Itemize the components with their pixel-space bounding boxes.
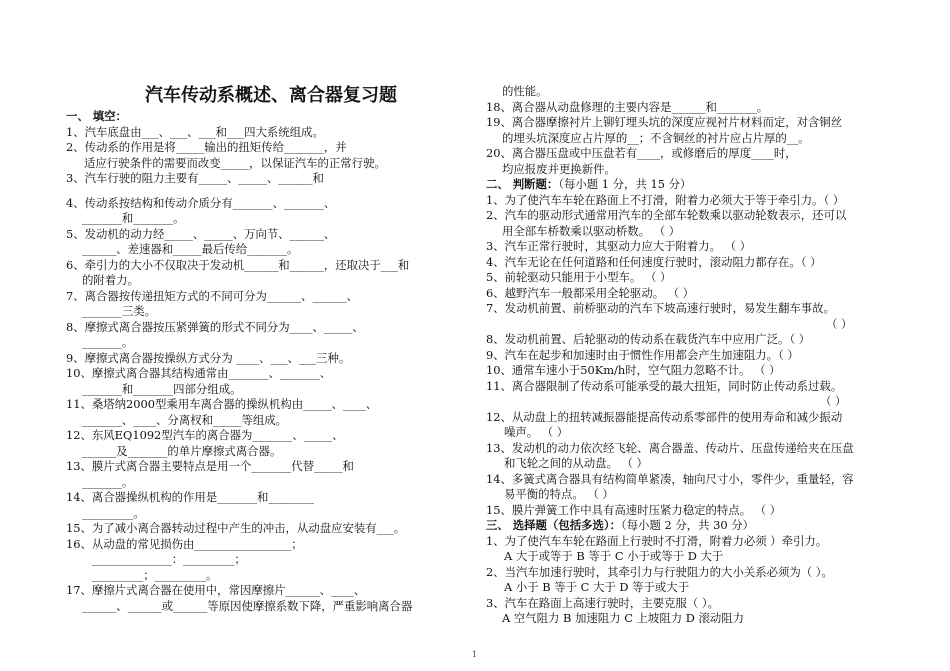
- question-line: 用全部车桥数乘以驱动桥数。 （ ）: [502, 223, 681, 238]
- question-line: 的性能。: [502, 84, 548, 98]
- question-line: 11、离合器限制了传动系可能承受的最大扭矩，同时防止传动系过载。: [486, 378, 843, 393]
- question-line: 4、汽车无论在任何道路和任何速度行驶时，滚动阻力都存在。（ ）: [486, 254, 822, 269]
- choice-options: A 大于或等于 B 等于 C 小于或等于 D 大于: [504, 549, 724, 563]
- section-label: 三、 选择题（包括多选）：: [486, 518, 621, 532]
- question-line: 2、汽车的驱动形式通常用汽车的全部车轮数乘以驱动轮数表示，还可以: [486, 208, 847, 222]
- question-line: 17、摩擦片式离合器在使用中，常因摩擦片______、____、: [66, 583, 366, 597]
- answer-bracket: （ ）: [826, 316, 853, 331]
- question-line: ______、______或______等原因使摩擦系数下降，严重影响离合器: [82, 598, 413, 613]
- question-line: 9、摩擦式离合器按操纵方式分为 ____、___、___三种。: [66, 350, 351, 365]
- question-line: 2、当汽车加速行驶时，其牵引力与行驶阻力的大小关系必须为（ ）。: [486, 564, 833, 579]
- question-line: 5、发动机的动力经_____、_____、万向节、______、: [66, 226, 336, 241]
- question-line: 均应报废并更换新件。: [502, 161, 616, 176]
- question-line: 11、桑塔纳2000型乘用车离合器的操纵机构由_____、____、: [66, 397, 378, 411]
- question-line: _______和_______。: [82, 211, 185, 225]
- question-line: 15、为了减小离合器转动过程中产生的冲击，从动盘应安装有___。: [66, 521, 406, 535]
- question-line: 1、汽车底盘由___、___、___和___四大系统组成。: [66, 124, 324, 139]
- question-line: _______。: [82, 474, 134, 489]
- question-line: 4、传动系按结构和传动介质分有_______、_______、: [66, 195, 336, 210]
- question-line: ______________：_________；: [92, 552, 246, 566]
- section-note: （每小题 2 分，共 30 分）: [620, 518, 755, 532]
- question-line: _________；_________。: [92, 567, 218, 582]
- section-heading-true-false: [486, 177, 886, 193]
- section-heading-multiple-choice: [486, 518, 886, 534]
- section-note: （每小题 1 分，共 15 分）: [558, 177, 692, 191]
- question-line: 7、发动机前置、前桥驱动的汽车下坡高速行驶时，易发生翻车事故。: [486, 301, 835, 315]
- question-line: 9、汽车在起步和加速时由于惯性作用都会产生加速阻力。（ ）: [486, 347, 799, 362]
- question-line: 12、从动盘上的扭转减振器能提高传动系零部件的使用寿命和减少振动: [486, 409, 843, 424]
- question-line: 8、发动机前置、后轮驱动的传动系在载货汽车中应用广泛。（ ）: [486, 332, 811, 346]
- question-line: 13、发动机的动力依次经飞轮、离合器盖、传动片、压盘传递给夹在压盘: [486, 440, 854, 455]
- question-line: _______和_______四部分组成。: [82, 381, 242, 396]
- question-line: 1、为了使汽车车轮在路面上不打滑，附着力必须大于等于牵引力。（ ）: [486, 192, 845, 207]
- question-line: 13、膜片式离合器主要特点是用一个_______代替_____和: [66, 459, 354, 473]
- question-line: _______、____、分离杈和_____等组成。: [82, 412, 288, 427]
- question-line: 6、牵引力的大小不仅取决于发动机______和______，还取决于___和: [66, 257, 410, 272]
- choice-options: A 小于 B 等于 C 大于 D 等于或大于: [504, 580, 690, 594]
- question-line: 易平衡的特点。 （ ）: [504, 487, 614, 501]
- question-line: 5、前轮驱动只能用于小型车。 （ ）: [486, 270, 672, 284]
- question-line: _______三类。: [82, 304, 157, 318]
- question-line: 的附着力。: [82, 273, 139, 287]
- question-line: _________。: [82, 505, 145, 520]
- question-line: 2、传动系的作用是将_____输出的扭矩传给_______，并: [66, 140, 347, 154]
- choice-options: A 空气阻力 B 加速阻力 C 上坡阻力 D 滚动阻力: [502, 611, 745, 625]
- section-label: 二、 判断题：: [486, 177, 559, 191]
- question-line: 10、摩擦式离合器其结构通常由_______、_______、: [66, 366, 332, 380]
- question-line: 18、离合器从动盘修理的主要内容是______和_______。: [486, 99, 769, 114]
- question-line: 15、膜片弹簧工作中具有高速时压紧力稳定的特点。 （ ）: [486, 502, 782, 517]
- question-line: 7、离合器按传递扭矩方式的不同可分为______、______、: [66, 288, 359, 303]
- left-column: [66, 84, 476, 614]
- question-line: 19、离合器摩擦衬片上铆钉埋头坑的深度应视衬片材料而定，对含铜丝: [486, 115, 843, 129]
- section-heading-fill-blank: 一、 填空：: [66, 109, 127, 123]
- question-line: ______及_______的单片摩擦式离合器。: [82, 443, 282, 458]
- question-line: 6、越野汽车一般都采用全轮驱动。 （ ）: [486, 285, 695, 300]
- question-line: 8、摩擦式离合器按压紧弹簧的形式不同分为____、_____、: [66, 319, 364, 334]
- question-line: 3、汽车在路面上高速行驶时，主要克服（ ）。: [486, 595, 719, 610]
- question-line: 和飞轮之间的从动盘。 （ ）: [504, 456, 648, 470]
- question-line: 1、为了使汽车车轮在路面上行驶时不打滑，附着力必须 ）牵引力。: [486, 533, 828, 548]
- question-line: _______。: [82, 335, 134, 349]
- question-line: 20、离合器压盘或中压盘若有____，或修磨后的厚度____时，: [486, 146, 797, 160]
- question-line: 3、汽车行驶的阻力主要有_____、_____、______和: [66, 171, 324, 185]
- question-line: 10、通常车速小于50Km/h时，空气阻力忽略不计。 （ ）: [486, 363, 781, 377]
- question-line: 12、东风EQ1092型汽车的离合器为_______、_____、: [66, 428, 344, 442]
- page-title: 汽车传动系概述、离合器复习题: [145, 85, 397, 106]
- question-line: 噪声。 （ ）: [504, 425, 569, 439]
- page-number: 1: [472, 650, 478, 659]
- question-line: 16、从动盘的常见损伤由_________________；: [66, 536, 303, 551]
- question-line: 14、离合器操纵机构的作用是_______和________: [66, 490, 315, 504]
- question-line: 3、汽车正常行驶时，其驱动力应大于附着力。 （ ）: [486, 239, 752, 253]
- right-column: [486, 84, 886, 627]
- question-line: 14、多簧式离合器具有结构简单紧凑，轴向尺寸小，零件少，重量轻，容: [486, 471, 854, 486]
- question-line: 的埋头坑深度应占片厚的__；不含铜丝的衬片应占片厚的__。: [502, 130, 810, 145]
- question-line: ______、差速器和_____最后传给_______。: [82, 242, 299, 256]
- question-line: 适应行驶条件的需要而改变_____，以保证汽车的正常行驶。: [84, 155, 386, 170]
- answer-bracket: （ ）: [820, 394, 847, 408]
